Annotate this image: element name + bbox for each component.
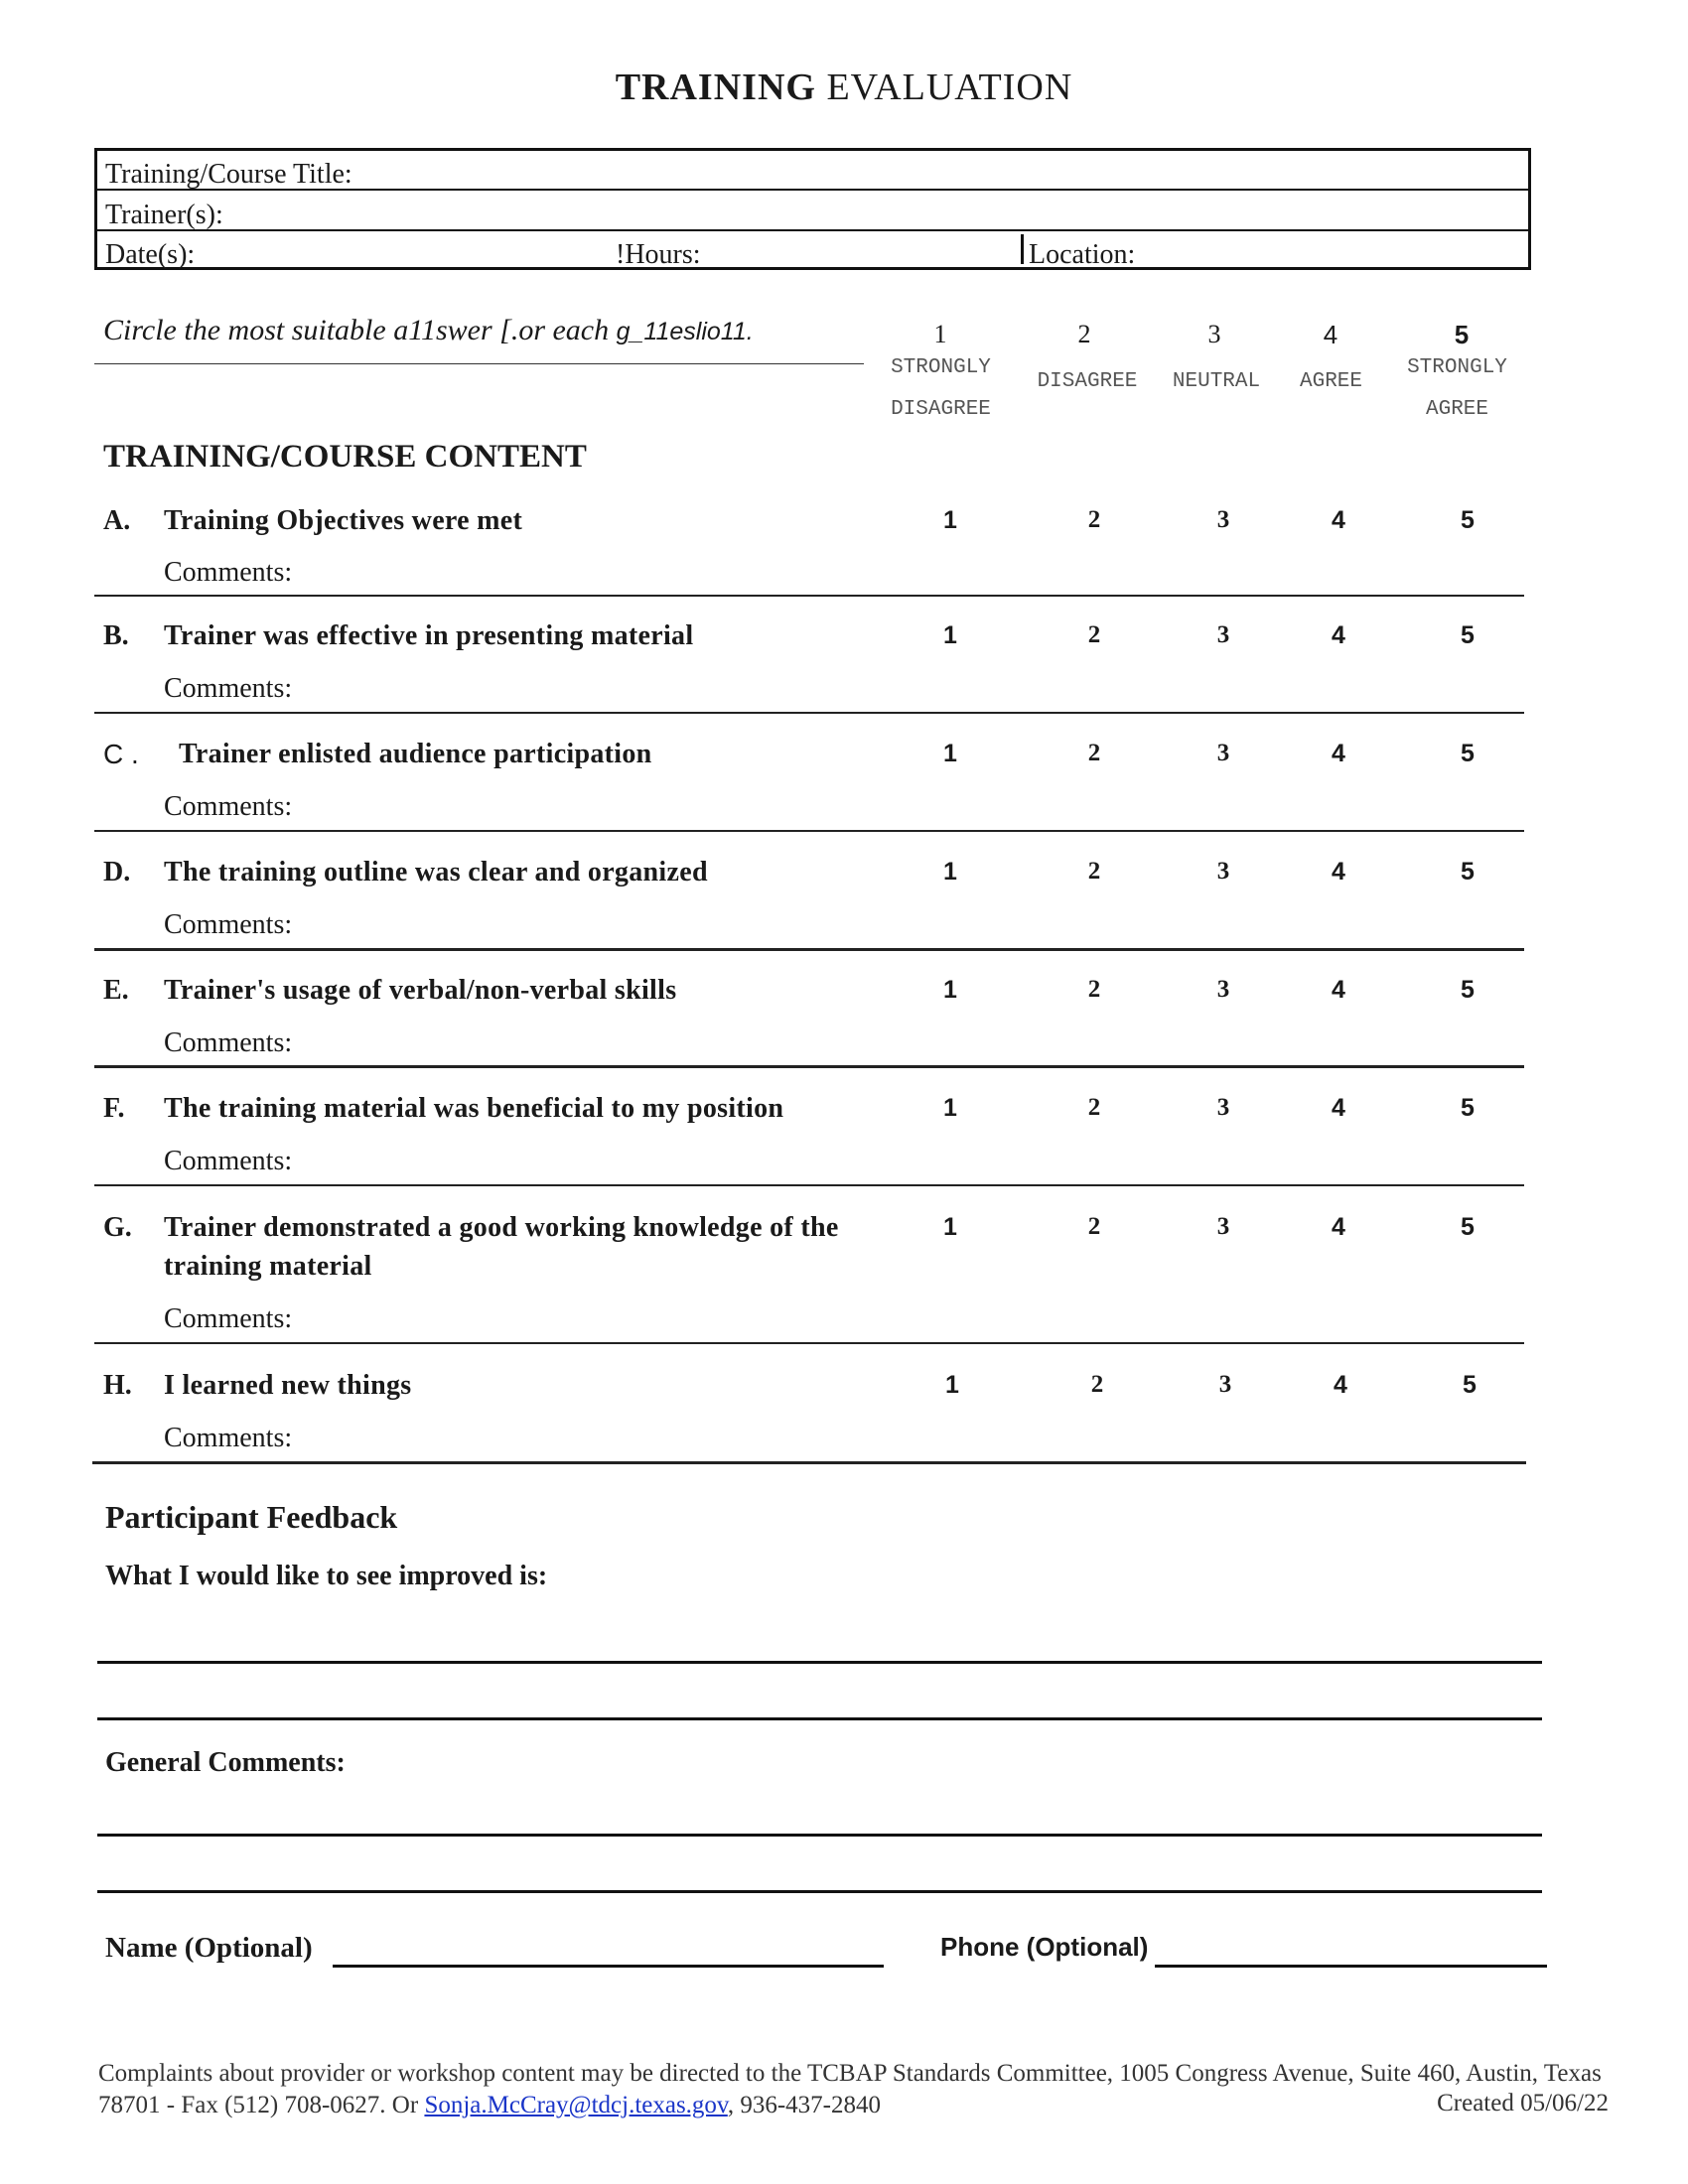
rating-option-4[interactable]: 4 xyxy=(1332,621,1345,649)
rating-option-3[interactable]: 3 xyxy=(1216,1213,1230,1240)
row-separator xyxy=(92,1461,1526,1464)
rating-option-4[interactable]: 4 xyxy=(1332,1094,1345,1122)
footer-email-link[interactable]: Sonja.McCray@tdcj.texas.gov xyxy=(424,2092,728,2118)
rating-option-2[interactable]: 2 xyxy=(1087,506,1101,533)
feedback-heading: Participant Feedback xyxy=(105,1499,398,1535)
rating-option-1[interactable]: 1 xyxy=(945,1371,959,1399)
title-bold: TRAINING xyxy=(615,67,816,108)
dates-field[interactable]: Date(s): xyxy=(105,239,196,270)
row-separator xyxy=(94,1184,1524,1186)
improve-answer-line-1[interactable] xyxy=(97,1661,1542,1664)
improve-answer-line-2[interactable] xyxy=(97,1717,1542,1720)
rating-option-3[interactable]: 3 xyxy=(1216,506,1230,533)
scale-label-strongly-disagree xyxy=(874,347,1008,431)
instruction-tail: g_11eslio11. xyxy=(616,318,754,345)
comments-label: Comments: xyxy=(164,557,293,588)
scale-label-strongly-agree xyxy=(1390,347,1524,431)
scale-number-1: 1 xyxy=(933,320,947,348)
question-text: Trainer enlisted audience participation xyxy=(179,739,652,769)
date-hours-location-row xyxy=(97,231,1528,271)
question-letter: D. xyxy=(103,857,131,887)
scale-number-4: 4 xyxy=(1323,320,1338,349)
scale-number-3: 3 xyxy=(1207,320,1221,348)
name-input-line[interactable] xyxy=(333,1965,884,1968)
question-letter: A. xyxy=(103,505,131,536)
rating-option-3[interactable]: 3 xyxy=(1216,858,1230,885)
question-letter: H. xyxy=(103,1370,132,1401)
comments-label: Comments: xyxy=(164,1027,293,1058)
rating-option-4[interactable]: 4 xyxy=(1332,858,1345,886)
location-field[interactable]: Location: xyxy=(1029,239,1136,270)
rating-option-3[interactable]: 3 xyxy=(1216,621,1230,648)
rating-option-4[interactable]: 4 xyxy=(1332,740,1345,767)
scale-label-disagree: DISAGREE xyxy=(1037,370,1138,393)
question-letter: G. xyxy=(103,1212,132,1243)
title-light: EVALUATION xyxy=(826,67,1073,108)
row-separator xyxy=(94,1342,1524,1344)
row-separator xyxy=(94,712,1524,714)
scale-number-2: 2 xyxy=(1077,320,1091,348)
rating-option-3[interactable]: 3 xyxy=(1218,1371,1232,1398)
hours-field[interactable]: !Hours: xyxy=(616,239,701,270)
rating-option-5[interactable]: 5 xyxy=(1461,858,1475,886)
comments-label: Comments: xyxy=(164,1423,293,1453)
footer-phone: , 936-437-2840 xyxy=(727,2092,881,2118)
page-title xyxy=(0,66,1688,109)
question-text: Training Objectives were met xyxy=(164,505,523,536)
question-letter: B. xyxy=(103,620,129,651)
row-separator xyxy=(94,595,1524,597)
question-text: Trainer's usage of verbal/non-verbal skills xyxy=(164,975,677,1006)
footer-text: Complaints about provider or workshop content may be directed to the TCBAP Standards Committee, 1005 Congress Avenue, Suite 460, Austin, Texas 78701 - Fax (512) 708-0627. Or xyxy=(98,2060,1602,2118)
comments-label: Comments: xyxy=(164,1146,293,1176)
improve-label: What I would like to see improved is: xyxy=(105,1561,548,1591)
created-date: Created 05/06/22 xyxy=(1437,2090,1609,2116)
rating-option-5[interactable]: 5 xyxy=(1461,1094,1475,1122)
instruction-text xyxy=(103,314,754,347)
rating-option-4[interactable]: 4 xyxy=(1332,506,1345,534)
instruction-underline xyxy=(94,363,864,364)
rating-option-5[interactable]: 5 xyxy=(1461,740,1475,767)
rating-option-5[interactable]: 5 xyxy=(1461,506,1475,534)
instruction-main: Circle the most suitable a11swer [.or each xyxy=(103,314,617,346)
rating-option-2[interactable]: 2 xyxy=(1087,1094,1101,1121)
question-text: Trainer demonstrated a good working knowledge of the training material xyxy=(164,1212,839,1282)
course-title-label: Training/Course Title: xyxy=(105,159,352,190)
rating-option-2[interactable]: 2 xyxy=(1090,1371,1104,1398)
scale-number-5: 5 xyxy=(1454,320,1470,349)
rating-option-2[interactable]: 2 xyxy=(1087,858,1101,885)
row-separator xyxy=(94,1065,1524,1068)
scale-label-5-line1: STRONGLY xyxy=(1407,356,1507,379)
comments-label: Comments: xyxy=(164,673,293,704)
rating-option-5[interactable]: 5 xyxy=(1461,1213,1475,1241)
rating-option-1[interactable]: 1 xyxy=(943,506,957,534)
general-comments-line-2[interactable] xyxy=(97,1890,1542,1893)
question-letter: E. xyxy=(103,975,129,1006)
footer-complaints xyxy=(98,2058,1608,2121)
rating-option-2[interactable]: 2 xyxy=(1087,621,1101,648)
comments-label: Comments: xyxy=(164,909,293,940)
general-comments-label: General Comments: xyxy=(105,1747,346,1778)
scale-label-5-line2: AGREE xyxy=(1425,398,1488,421)
name-label: Name (Optional) xyxy=(105,1932,313,1964)
trainers-row[interactable] xyxy=(97,192,1528,231)
question-text: The training outline was clear and organized xyxy=(164,857,708,887)
question-letter: F. xyxy=(103,1093,125,1124)
scale-label-1-line1: STRONGLY xyxy=(891,356,991,379)
rating-option-3[interactable]: 3 xyxy=(1216,740,1230,766)
rating-option-2[interactable]: 2 xyxy=(1087,976,1101,1003)
scale-label-neutral: NEUTRAL xyxy=(1172,370,1261,393)
rating-option-5[interactable]: 5 xyxy=(1461,621,1475,649)
rating-option-1[interactable]: 1 xyxy=(943,976,957,1004)
row-separator xyxy=(94,948,1524,951)
general-comments-line-1[interactable] xyxy=(97,1834,1542,1837)
comments-label: Comments: xyxy=(164,1303,293,1334)
rating-option-4[interactable]: 4 xyxy=(1332,1213,1345,1241)
rating-option-1[interactable]: 1 xyxy=(943,1213,957,1241)
rating-option-3[interactable]: 3 xyxy=(1216,1094,1230,1121)
rating-option-2[interactable]: 2 xyxy=(1087,1213,1101,1240)
rating-option-3[interactable]: 3 xyxy=(1216,976,1230,1003)
trainers-label: Trainer(s): xyxy=(105,200,223,230)
location-divider xyxy=(1021,234,1024,264)
row-separator xyxy=(94,830,1524,832)
section-title: TRAINING/COURSE CONTENT xyxy=(103,439,587,475)
rating-option-1[interactable]: 1 xyxy=(943,1094,957,1122)
rating-option-2[interactable]: 2 xyxy=(1087,740,1101,766)
rating-option-4[interactable]: 4 xyxy=(1332,976,1345,1004)
rating-option-1[interactable]: 1 xyxy=(943,621,957,649)
comments-label: Comments: xyxy=(164,791,293,822)
course-title-row[interactable] xyxy=(97,151,1528,191)
phone-input-line[interactable] xyxy=(1155,1965,1547,1968)
course-info-table xyxy=(94,148,1531,270)
scale-label-1-line2: DISAGREE xyxy=(891,398,991,421)
rating-option-5[interactable]: 5 xyxy=(1463,1371,1477,1399)
rating-option-5[interactable]: 5 xyxy=(1461,976,1475,1004)
question-text: I learned new things xyxy=(164,1370,412,1401)
rating-option-1[interactable]: 1 xyxy=(943,858,957,886)
question-letter: C . xyxy=(103,739,139,769)
phone-label: Phone (Optional) xyxy=(940,1932,1149,1962)
rating-option-1[interactable]: 1 xyxy=(943,740,957,767)
rating-option-4[interactable]: 4 xyxy=(1334,1371,1347,1399)
scale-label-agree: AGREE xyxy=(1299,370,1362,393)
question-text: Trainer was effective in presenting material xyxy=(164,620,694,651)
question-text: The training material was beneficial to my position xyxy=(164,1093,784,1124)
